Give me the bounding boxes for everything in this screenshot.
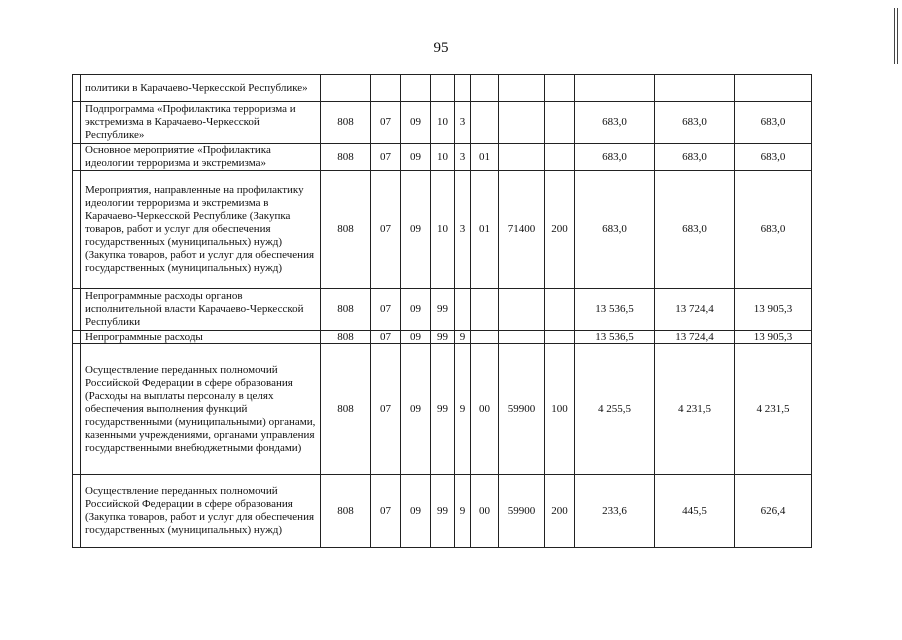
program-code-cell: 10 xyxy=(431,144,455,171)
activity-code-cell xyxy=(471,331,499,344)
admin-code-cell: 808 xyxy=(321,344,371,475)
budget-table xyxy=(72,74,812,548)
empty-cell xyxy=(73,344,81,475)
subsection-code-cell: 09 xyxy=(401,475,431,548)
direction-code-cell: 71400 xyxy=(499,171,545,289)
table-row xyxy=(73,144,812,171)
section-code-cell: 07 xyxy=(371,475,401,548)
program-code-cell: 99 xyxy=(431,475,455,548)
activity-code-cell: 00 xyxy=(471,475,499,548)
subsection-code-cell xyxy=(401,75,431,102)
expense-type-cell: 200 xyxy=(545,171,575,289)
subprogram-code-cell xyxy=(455,289,471,331)
amount-year1-cell: 683,0 xyxy=(575,102,655,144)
amount-year2-cell xyxy=(655,75,735,102)
amount-year2-cell: 683,0 xyxy=(655,144,735,171)
table-row xyxy=(73,102,812,144)
subprogram-code-cell: 9 xyxy=(455,331,471,344)
table-row xyxy=(73,344,812,475)
item-name-cell: Непрограммные расходы xyxy=(81,331,321,344)
amount-year2-cell: 683,0 xyxy=(655,171,735,289)
amount-year2-cell: 4 231,5 xyxy=(655,344,735,475)
direction-code-cell xyxy=(499,289,545,331)
program-code-cell xyxy=(431,75,455,102)
activity-code-cell xyxy=(471,289,499,331)
amount-year3-cell: 626,4 xyxy=(735,475,812,548)
expense-type-cell: 200 xyxy=(545,475,575,548)
admin-code-cell: 808 xyxy=(321,171,371,289)
amount-year3-cell xyxy=(735,75,812,102)
program-code-cell: 99 xyxy=(431,344,455,475)
amount-year3-cell: 683,0 xyxy=(735,144,812,171)
activity-code-cell: 00 xyxy=(471,344,499,475)
subsection-code-cell: 09 xyxy=(401,289,431,331)
amount-year3-cell: 683,0 xyxy=(735,102,812,144)
activity-code-cell xyxy=(471,75,499,102)
section-code-cell: 07 xyxy=(371,289,401,331)
amount-year1-cell: 233,6 xyxy=(575,475,655,548)
expense-type-cell xyxy=(545,102,575,144)
margin-binding-mark xyxy=(894,8,898,64)
section-code-cell: 07 xyxy=(371,102,401,144)
activity-code-cell: 01 xyxy=(471,171,499,289)
item-name-cell: Осуществление переданных полномочий Российской Федерации в сфере образования (Расходы на выплаты персоналу в целях обеспечения выполнения функций государственными (муниципальными) органами, казенными учреждениями, органами управления государственными внебюджетными фондами) xyxy=(81,344,321,475)
program-code-cell: 10 xyxy=(431,102,455,144)
amount-year1-cell: 13 536,5 xyxy=(575,289,655,331)
expense-type-cell xyxy=(545,331,575,344)
empty-cell xyxy=(73,475,81,548)
item-name-cell: Осуществление переданных полномочий Российской Федерации в сфере образования (Закупка товаров, работ и услуг для обеспечения государственных (муниципальных) нужд) xyxy=(81,475,321,548)
activity-code-cell: 01 xyxy=(471,144,499,171)
table-row xyxy=(73,475,812,548)
empty-cell xyxy=(73,331,81,344)
amount-year2-cell: 683,0 xyxy=(655,102,735,144)
table-row xyxy=(73,75,812,102)
empty-cell xyxy=(73,102,81,144)
subsection-code-cell: 09 xyxy=(401,144,431,171)
section-code-cell: 07 xyxy=(371,331,401,344)
subprogram-code-cell: 3 xyxy=(455,144,471,171)
amount-year1-cell: 4 255,5 xyxy=(575,344,655,475)
expense-type-cell: 100 xyxy=(545,344,575,475)
item-name-cell: политики в Карачаево-Черкесской Республике» xyxy=(81,75,321,102)
subprogram-code-cell: 9 xyxy=(455,344,471,475)
direction-code-cell xyxy=(499,144,545,171)
direction-code-cell xyxy=(499,331,545,344)
expense-type-cell xyxy=(545,289,575,331)
item-name-cell: Подпрограмма «Профилактика терроризма и экстремизма в Карачаево-Черкесской Республике» xyxy=(81,102,321,144)
section-code-cell xyxy=(371,75,401,102)
activity-code-cell xyxy=(471,102,499,144)
admin-code-cell: 808 xyxy=(321,144,371,171)
expense-type-cell xyxy=(545,144,575,171)
admin-code-cell: 808 xyxy=(321,289,371,331)
direction-code-cell xyxy=(499,75,545,102)
amount-year3-cell: 683,0 xyxy=(735,171,812,289)
amount-year3-cell: 13 905,3 xyxy=(735,331,812,344)
item-name-cell: Основное мероприятие «Профилактика идеологии терроризма и экстремизма» xyxy=(81,144,321,171)
subprogram-code-cell: 9 xyxy=(455,475,471,548)
subsection-code-cell: 09 xyxy=(401,171,431,289)
amount-year1-cell xyxy=(575,75,655,102)
empty-cell xyxy=(73,144,81,171)
program-code-cell: 99 xyxy=(431,289,455,331)
amount-year1-cell: 683,0 xyxy=(575,171,655,289)
empty-cell xyxy=(73,171,81,289)
direction-code-cell: 59900 xyxy=(499,475,545,548)
admin-code-cell xyxy=(321,75,371,102)
amount-year2-cell: 13 724,4 xyxy=(655,289,735,331)
program-code-cell: 99 xyxy=(431,331,455,344)
subsection-code-cell: 09 xyxy=(401,344,431,475)
amount-year1-cell: 13 536,5 xyxy=(575,331,655,344)
section-code-cell: 07 xyxy=(371,344,401,475)
amount-year1-cell: 683,0 xyxy=(575,144,655,171)
empty-cell xyxy=(73,75,81,102)
table-row xyxy=(73,331,812,344)
program-code-cell: 10 xyxy=(431,171,455,289)
item-name-cell: Непрограммные расходы органов исполнительной власти Карачаево-Черкесской Республики xyxy=(81,289,321,331)
subprogram-code-cell xyxy=(455,75,471,102)
admin-code-cell: 808 xyxy=(321,331,371,344)
admin-code-cell: 808 xyxy=(321,475,371,548)
amount-year3-cell: 4 231,5 xyxy=(735,344,812,475)
table-row xyxy=(73,171,812,289)
subsection-code-cell: 09 xyxy=(401,102,431,144)
direction-code-cell xyxy=(499,102,545,144)
item-name-cell: Мероприятия, направленные на профилактику идеологии терроризма и экстремизма в Карачаево-Черкесской Республике (Закупка товаров, работ и услуг для обеспечения государственных (муниципальных) нужд) (Закупка товаров, работ и услуг для обеспечения государственных (муниципальных) нужд) xyxy=(81,171,321,289)
expense-type-cell xyxy=(545,75,575,102)
subprogram-code-cell: 3 xyxy=(455,102,471,144)
subprogram-code-cell: 3 xyxy=(455,171,471,289)
section-code-cell: 07 xyxy=(371,144,401,171)
table-row xyxy=(73,289,812,331)
amount-year2-cell: 445,5 xyxy=(655,475,735,548)
page-number: 95 xyxy=(433,40,449,56)
amount-year3-cell: 13 905,3 xyxy=(735,289,812,331)
admin-code-cell: 808 xyxy=(321,102,371,144)
direction-code-cell: 59900 xyxy=(499,344,545,475)
subsection-code-cell: 09 xyxy=(401,331,431,344)
section-code-cell: 07 xyxy=(371,171,401,289)
empty-cell xyxy=(73,289,81,331)
amount-year2-cell: 13 724,4 xyxy=(655,331,735,344)
